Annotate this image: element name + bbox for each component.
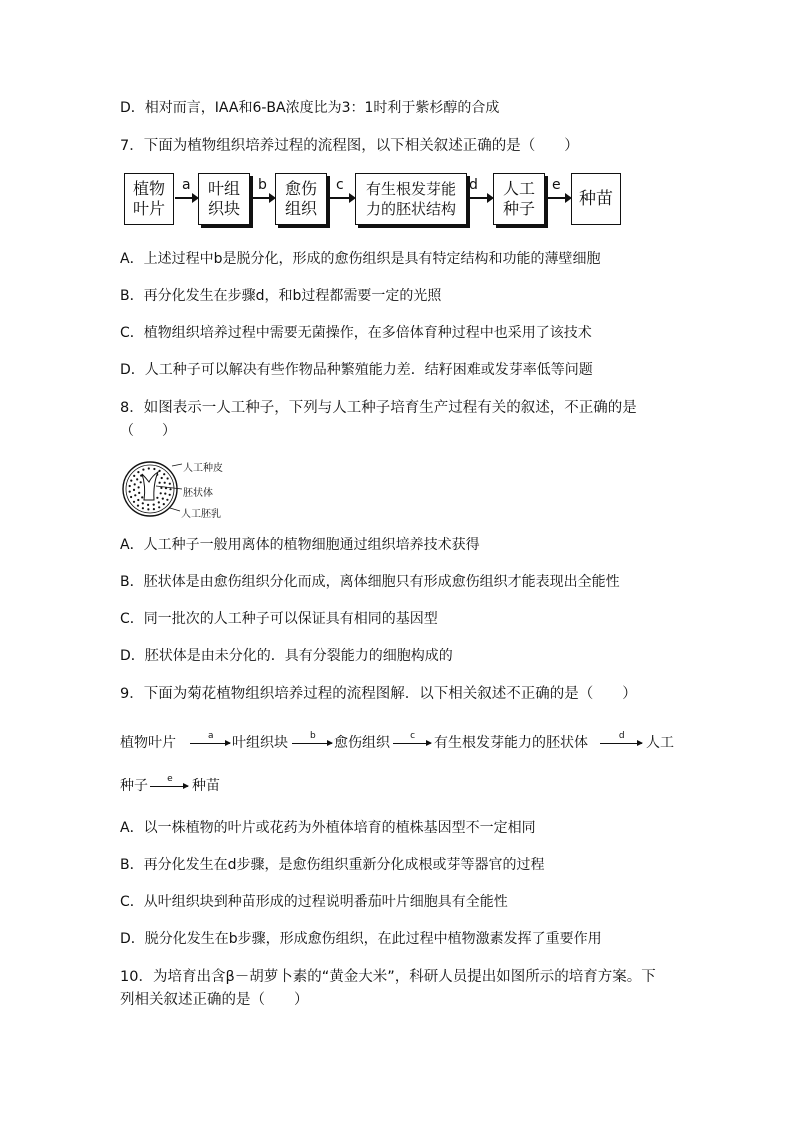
flow-label-d: d xyxy=(469,177,478,193)
flow2-label-d: d xyxy=(618,731,625,741)
flow-box-seedling: 种苗 xyxy=(571,173,621,225)
option-8c: C．同一批次的人工种子可以保证具有相同的基因型 xyxy=(120,611,438,627)
flow-label-e: e xyxy=(552,177,561,193)
flow2-leaf: 植物叶片 xyxy=(120,735,176,751)
flow2-label-a: a xyxy=(208,731,214,741)
option-7a: A．上述过程中b是脱分化，形成的愈伤组织是具有特定结构和功能的薄壁细胞 xyxy=(120,251,601,267)
flow-label-c: c xyxy=(336,177,344,193)
question-10-cont: 列相关叙述正确的是（ ） xyxy=(120,992,309,1008)
option-7b: B．再分化发生在步骤d，和b过程都需要一定的光照 xyxy=(120,288,442,304)
option-9b: B．再分化发生在d步骤，是愈伤组织重新分化成根或芽等器官的过程 xyxy=(120,857,545,873)
flow2-tissue: 叶组织块 xyxy=(232,735,288,751)
flow2-label-c: c xyxy=(410,731,416,741)
flow-box-callus: 愈伤 组织 xyxy=(275,173,327,225)
option-7c: C．植物组织培养过程中需要无菌操作，在多倍体育种过程中也采用了该技术 xyxy=(120,325,592,341)
flow-box-embryoid: 有生根发芽能 力的胚状结构 xyxy=(355,173,467,225)
seed-label-embryoid: 胚状体 xyxy=(183,488,213,499)
question-9: 9．下面为菊花植物组织培养过程的流程图解．以下相关叙述不正确的是（ ） xyxy=(120,686,637,702)
option-6d: D．相对而言，IAA和6-BA浓度比为3：1时利于紫杉醇的合成 xyxy=(120,100,500,116)
flow2-callus: 愈伤组织 xyxy=(334,735,390,751)
option-8d: D．胚状体是由未分化的．具有分裂能力的细胞构成的 xyxy=(120,648,453,664)
question-10: 10．为培育出含β－胡萝卜素的“黄金大米”，科研人员提出如图所示的培育方案。下 xyxy=(120,969,656,985)
flow2-seed: 种子 xyxy=(120,778,148,794)
flow-arrow-e xyxy=(548,197,570,199)
flow2-label-b: b xyxy=(310,731,316,741)
artificial-seed-diagram xyxy=(120,456,240,522)
flow2-artificial: 人工 xyxy=(646,735,674,751)
option-9c: C．从叶组织块到种苗形成的过程说明番茄叶片细胞具有全能性 xyxy=(120,894,508,910)
flow2-arrow-d xyxy=(600,731,642,744)
question-7: 7．下面为植物组织培养过程的流程图，以下相关叙述正确的是（ ） xyxy=(120,138,579,154)
flowchart-q7 xyxy=(124,173,620,231)
option-9a: A．以一株植物的叶片或花药为外植体培育的植株基因型不一定相同 xyxy=(120,820,536,836)
flow-box-tissue: 叶组 织块 xyxy=(198,173,250,225)
question-8: 8．如图表示一人工种子，下列与人工种子培育生产过程有关的叙述，不正确的是 xyxy=(120,400,637,416)
flow2-arrow-a xyxy=(190,731,230,744)
question-8-paren: （ ） xyxy=(120,423,176,439)
flow2-arrow-b xyxy=(292,731,332,744)
flow-arrow-b xyxy=(252,197,274,199)
flow2-arrow-e xyxy=(150,774,188,787)
flow-box-leaf: 植物 叶片 xyxy=(124,173,174,225)
seed-label-endosperm: 人工胚乳 xyxy=(181,509,221,520)
option-7d: D．人工种子可以解决有些作物品种繁殖能力差．结籽困难或发芽率低等问题 xyxy=(120,362,593,378)
flow2-embryoid: 有生根发芽能力的胚状体 xyxy=(434,735,588,751)
flow-arrow-c xyxy=(329,197,354,199)
flow-arrow-d xyxy=(470,197,492,199)
flow-box-artificial-seed: 人工 种子 xyxy=(493,173,545,225)
flow-arrow-a xyxy=(175,197,197,199)
option-8b: B．胚状体是由愈伤组织分化而成，离体细胞只有形成愈伤组织才能表现出全能性 xyxy=(120,574,620,590)
flow-label-b: b xyxy=(258,177,267,193)
flow2-arrow-c xyxy=(393,731,431,744)
seed-label-coat: 人工种皮 xyxy=(183,463,223,474)
flow2-label-e: e xyxy=(167,774,173,784)
option-9d: D．脱分化发生在b步骤，形成愈伤组织，在此过程中植物激素发挥了重要作用 xyxy=(120,931,602,947)
option-8a: A．人工种子一般用离体的植物细胞通过组织培养技术获得 xyxy=(120,537,480,553)
flow2-seedling: 种苗 xyxy=(192,778,220,794)
flow-label-a: a xyxy=(182,177,191,193)
